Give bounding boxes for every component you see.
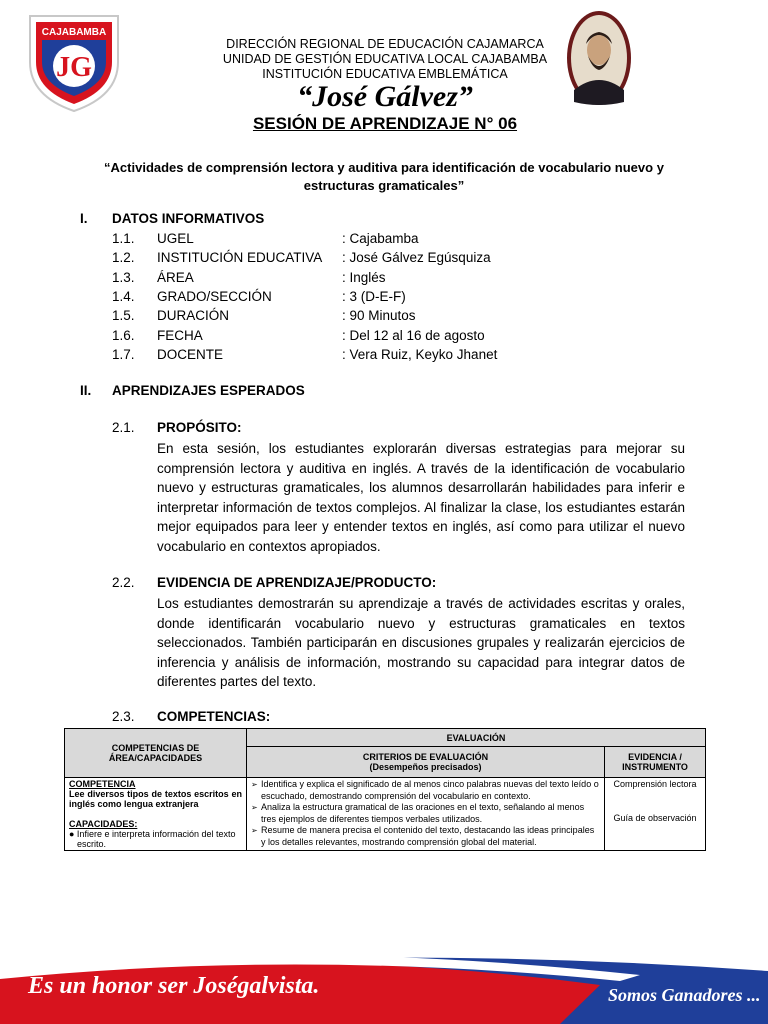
evidence-paragraph: Los estudiantes demostrarán su aprendizaje a través de actividades escritas y orales, donde identificarán vocabulario nuevo y estructuras gramaticales en textos seleccionados. También participarán en discusiones grupales y realizarán ejercicios de inferencia y análisis de información, mostrando su capacidad para integrar datos de diferentes partes del texto. [157, 596, 685, 689]
instrument-text: Guía de observación [613, 813, 697, 823]
school-shield-logo [24, 10, 124, 114]
section-1-number: I. [80, 211, 88, 226]
school-name: “José Gálvez” [297, 80, 473, 113]
datos-row [0, 287, 768, 306]
datos-row-label: ÁREA [157, 269, 194, 285]
footer-banner [0, 935, 768, 1024]
competencias-cell [65, 778, 247, 851]
purpose-paragraph: En esta sesión, los estudiantes explorarán diversas estrategias para mejorar su comprensión lectora y auditiva en inglés. A través de la identificación de vocabulario nuevo y estructuras gramaticales, los alumnos desarrollarán habilidades para inferir e interpretar información de textos complejos. Al finalizar la clase, los estudiantes estarán mejor equipados para leer y entender textos en inglés, así como para utilizar el nuevo vocabulario en contextos apropiados. [157, 441, 685, 554]
header-line-3: INSTITUCIÓN EDUCATIVA EMBLEMÁTICA [262, 67, 508, 81]
evidence-text: Comprensión lectora [613, 779, 697, 789]
subsection-2-1-number: 2.1. [112, 420, 135, 435]
competencies-table [64, 728, 706, 851]
datos-row [0, 326, 768, 345]
criteria-item: ➢ Identifica y explica el significado de al menos cinco palabras nuevas del texto leído o escuchado, demostrando comprensión del vocabulario en contexto. [251, 779, 600, 802]
capacidad-item: ● Infiere e interpreta información del texto escrito. [69, 829, 236, 849]
datos-row [0, 268, 768, 287]
datos-row-number: 1.4. [112, 288, 135, 304]
subsection-2-3-title: COMPETENCIAS: [157, 709, 271, 724]
col-evidencia-header: EVIDENCIA / INSTRUMENTO [605, 747, 706, 778]
col-criterios-header [247, 747, 605, 778]
datos-row-number: 1.6. [112, 327, 135, 343]
criterios-title: CRITERIOS DE EVALUACIÓN [362, 752, 489, 762]
section-2-number: II. [80, 383, 92, 398]
criteria-item: ➢ Analiza la estructura gramatical de las oraciones en el texto, señalando al menos tres ejemplos de diferentes tiempos verbales utilizados. [251, 802, 600, 825]
datos-row-value: : Del 12 al 16 de agosto [342, 327, 485, 343]
datos-row-label: UGEL [157, 231, 194, 246]
datos-row-number: 1.5. [112, 308, 135, 324]
evidencia-cell [605, 778, 706, 851]
criterios-cell [247, 778, 605, 851]
session-subtitle: “Actividades de comprensión lectora y auditiva para identificación de vocabulario nuevo y estructuras gramaticales” [104, 160, 664, 193]
criteria-item: ➢ Resume de manera precisa el contenido del texto, destacando las ideas principales y los detalles relevantes, mostrando comprensión global del material. [251, 825, 600, 848]
section-2-title: APRENDIZAJES ESPERADOS [112, 383, 305, 398]
datos-row-label: DOCENTE [157, 346, 224, 362]
footer-motto: Es un honor ser Joségalvista. [28, 973, 320, 999]
datos-row-value: : Inglés [342, 269, 386, 285]
criteria-list [251, 779, 600, 848]
subsection-2-1-title: PROPÓSITO: [157, 420, 242, 435]
col-competencias-header: COMPETENCIAS DE ÁREA/CAPACIDADES [65, 729, 247, 778]
datos-row-value: : 3 (D-E-F) [342, 288, 406, 304]
datos-row-label: GRADO/SECCIÓN [157, 288, 272, 304]
logo-letters: JG [56, 52, 92, 83]
datos-row-number: 1.3. [112, 269, 135, 285]
footer-slogan: Somos Ganadores ... [608, 985, 761, 1005]
datos-row [0, 306, 768, 325]
datos-row-value: : 90 Minutos [342, 308, 416, 324]
datos-row-value: : Vera Ruiz, Keyko Jhanet [342, 346, 498, 362]
criterios-subtitle: (Desempeños precisados) [369, 762, 482, 772]
datos-row-label: DURACIÓN [157, 308, 230, 324]
subsection-2-2-number: 2.2. [112, 575, 135, 590]
datos-row [0, 248, 768, 267]
datos-row-label: FECHA [157, 327, 203, 343]
datos-row-number: 1.7. [112, 346, 135, 362]
subsection-2-2-title: EVIDENCIA DE APRENDIZAJE/PRODUCTO: [157, 575, 437, 590]
datos-row-number: 1.2. [112, 250, 135, 266]
logo-text: CAJABAMBA [41, 27, 107, 38]
header-line-2: UNIDAD DE GESTIÓN EDUCATIVA LOCAL CAJABAMBA [222, 52, 548, 66]
col-evaluacion-header: EVALUACIÓN [247, 729, 706, 747]
datos-row-number: 1.1. [112, 231, 135, 246]
competencia-label: COMPETENCIA [69, 779, 136, 789]
section-1-title: DATOS INFORMATIVOS [112, 211, 265, 226]
datos-row-label: INSTITUCIÓN EDUCATIVA [157, 250, 323, 266]
session-title: SESIÓN DE APRENDIZAJE N° 06 [252, 114, 518, 133]
capacidades-label: CAPACIDADES: [69, 819, 138, 829]
datos-row-value: : José Gálvez Egúsquiza [342, 250, 491, 266]
competencia-text: Lee diversos tipos de textos escritos en inglés como lengua extranjera [69, 789, 242, 809]
datos-row [0, 345, 768, 364]
header-line-1: DIRECCIÓN REGIONAL DE EDUCACIÓN CAJAMARCA [226, 37, 544, 51]
datos-row-value: : Cajabamba [342, 231, 419, 246]
subsection-2-3-number: 2.3. [112, 709, 135, 724]
datos-row [0, 229, 768, 248]
